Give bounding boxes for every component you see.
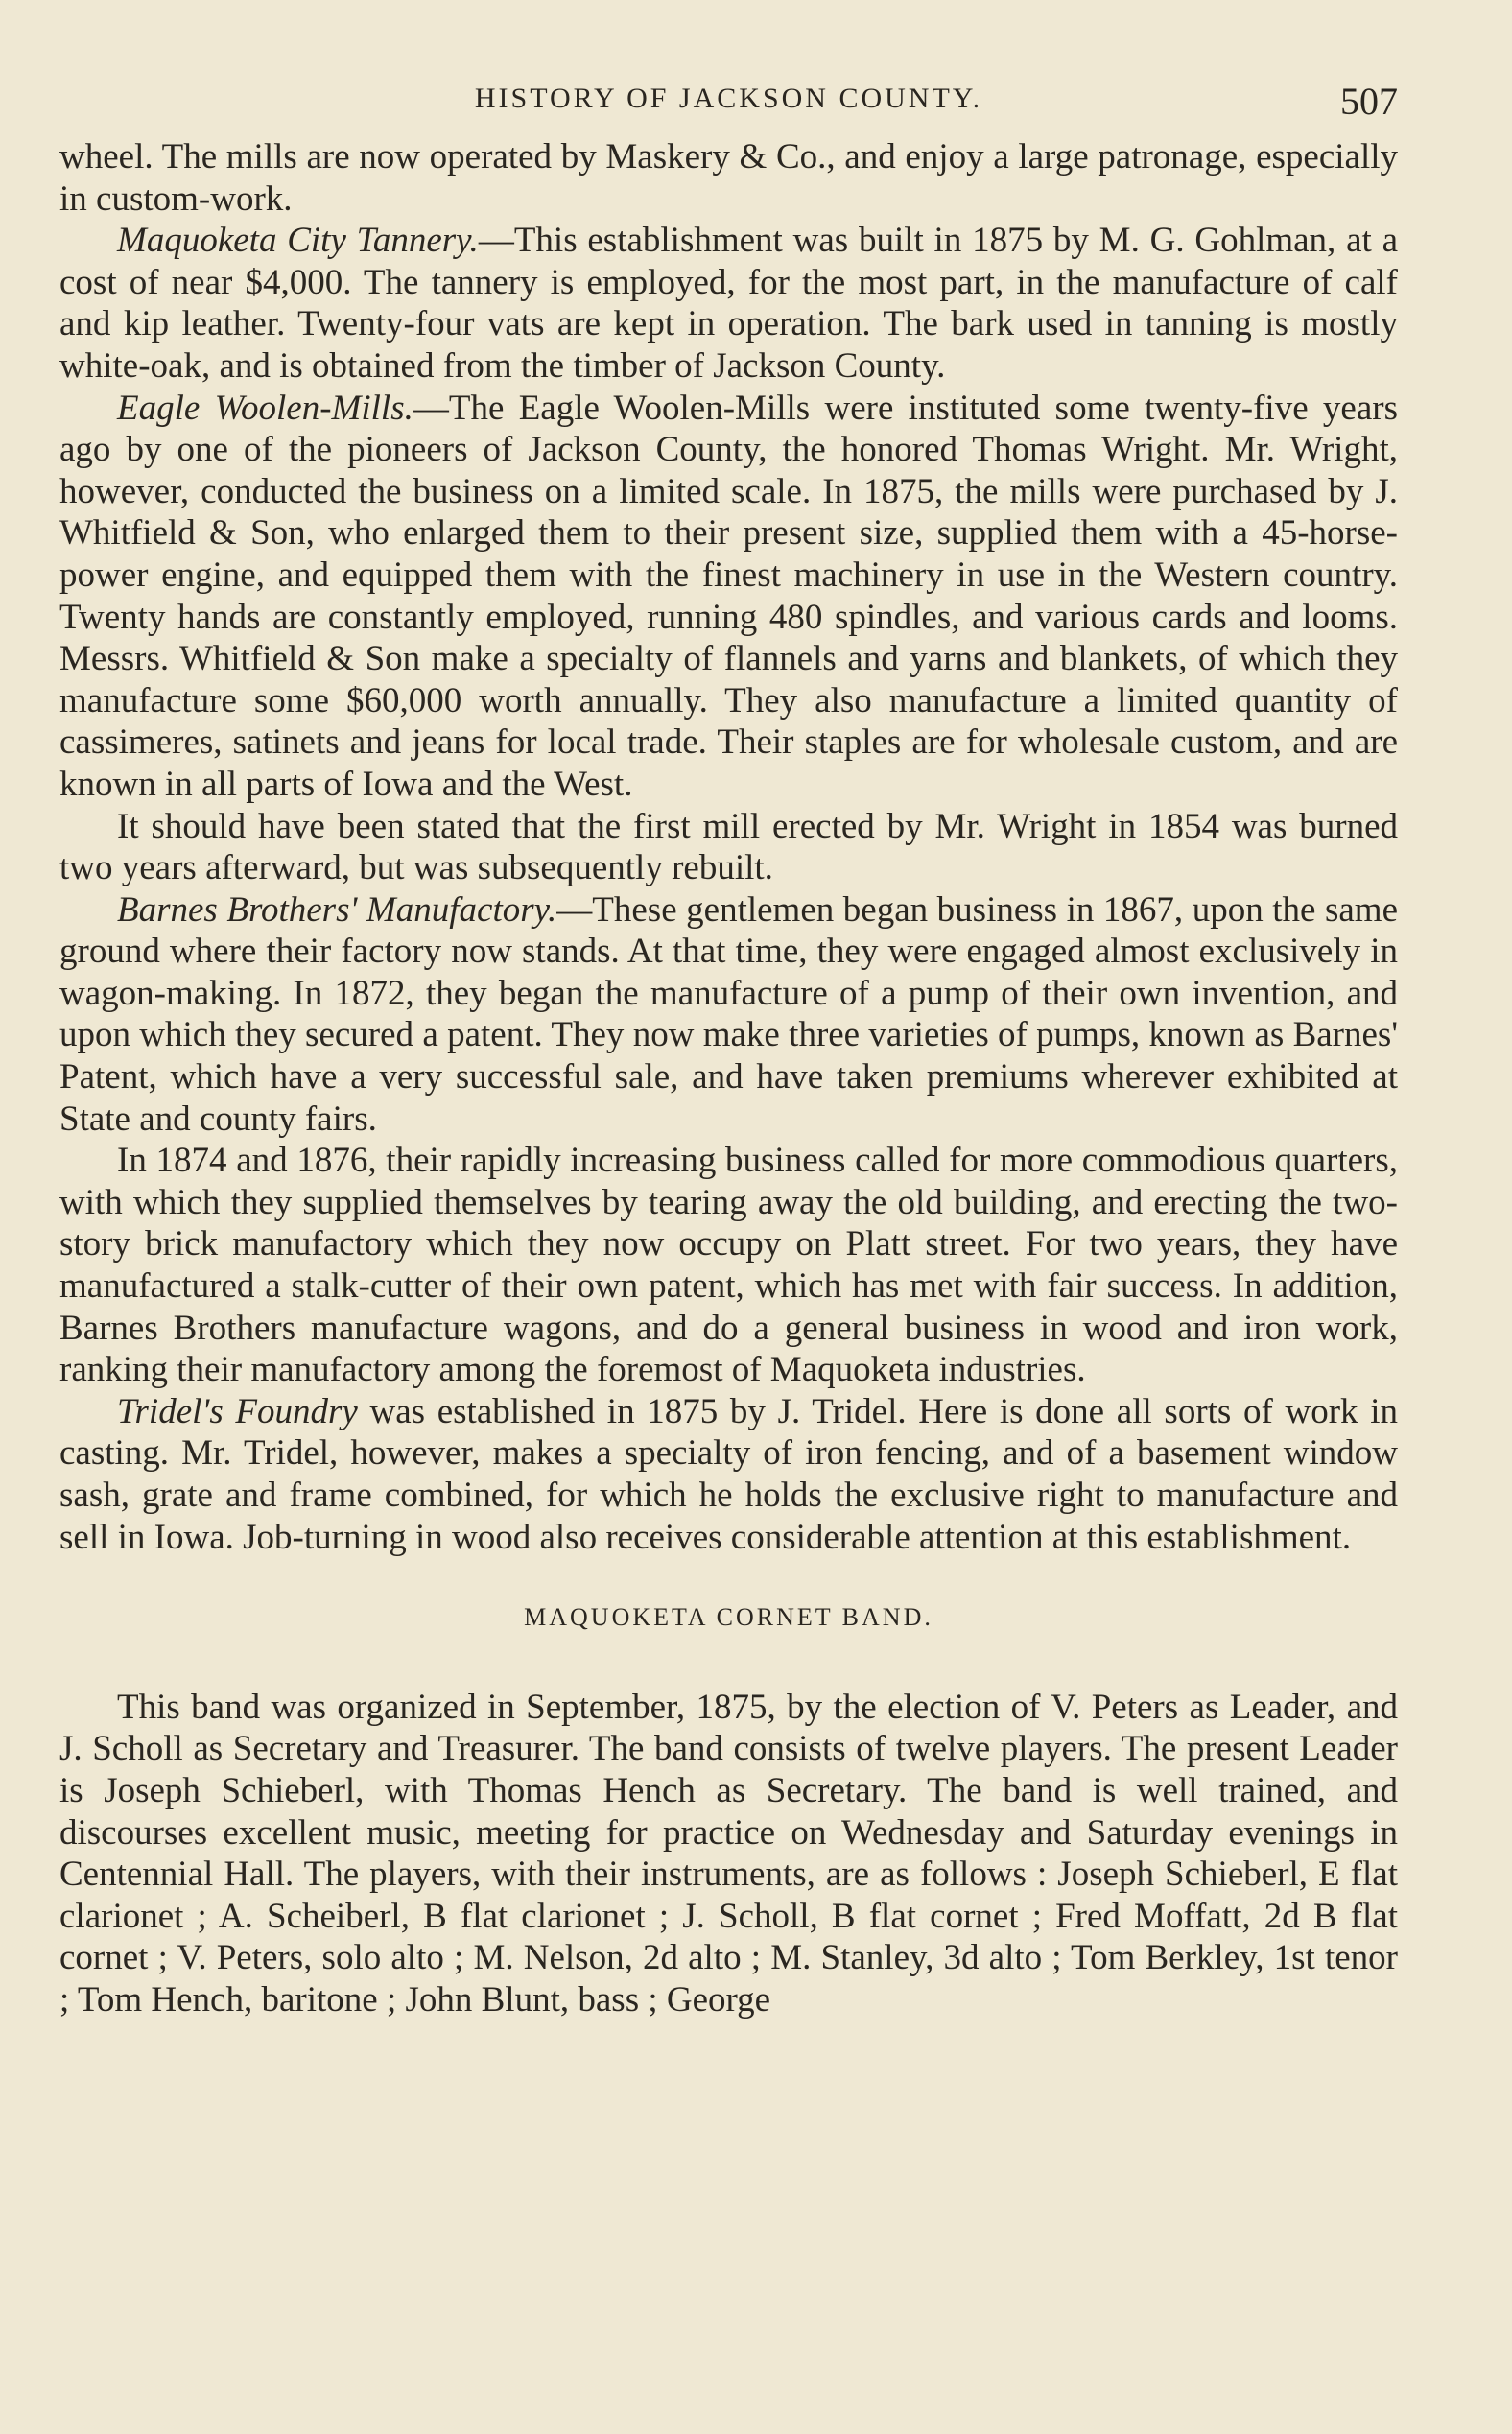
paragraph-first-mill: [59, 806, 1398, 889]
paragraph-text: It should have been stated that the first mill erected by Mr. Wright in 1854 was burned two years afterward, but was subsequently rebuilt.: [59, 806, 1398, 888]
paragraph-text: In 1874 and 1876, their rapidly increasing business called for more commodious quarters, with which they supplied themselves by tearing away the old building, and erecting the two-story brick manufactory which they now occupy on Platt street. For two years, they have manufactured a stalk-cutter of their own patent, which has met with fair success. In addition, Barnes Brothers manufacture wagons, and do a general business in wood and iron work, ranking their manufactory among the foremost of Maquoketa industries.: [59, 1141, 1398, 1390]
paragraph-lead: Eagle Woolen-Mills.: [117, 388, 413, 428]
body-text: [59, 136, 1398, 2021]
paragraph-text: was established in 1875 by J. Tridel. Here is done all sorts of work in casting. Mr. Tridel, however, makes a specialty of iron fencing, and of a basement window sash, grate and frame combined, for which he holds the exclusive right to manufacture and sell in Iowa. Job-turning in wood also receives considerable attention at this establishment.: [59, 1391, 1398, 1557]
paragraph-lead: Maquoketa City Tannery.: [117, 221, 479, 261]
paragraph-cornet-band: [59, 1687, 1398, 2021]
paragraph-tridel-foundry: [59, 1391, 1398, 1558]
paragraph-text: —These gentlemen began business in 1867, upon the same ground where their factory now stands. At that time, they were engaged almost exclusively in wagon-making. In 1872, they began the manufacture of a pump of their own invention, and upon which they secured a patent. They now make three varieties of pumps, known as Barnes' Patent, which have a very successful sale, and have taken premiums wherever exhibited at State and county fairs.: [59, 889, 1398, 1139]
paragraph-lead: Barnes Brothers' Manufactory.: [117, 889, 557, 930]
page-header: [59, 80, 1398, 136]
paragraph-barnes-expansion: [59, 1140, 1398, 1391]
paragraph-woolen-mills: [59, 388, 1398, 806]
page-number: 507: [1340, 80, 1398, 123]
paragraph-text: wheel. The mills are now operated by Maskery & Co., and enjoy a large patronage, especially in custom-work.: [59, 137, 1398, 219]
paragraph-text: —This establishment was built in 1875 by M. G. Gohlman, at a cost of near $4,000. The tannery is employed, for the most part, in the manufacture of calf and kip leather. Twenty-four vats are kept in operation. The bark used in tanning is mostly white-oak, and is obtained from the timber of Jackson County.: [59, 221, 1398, 386]
paragraph-mills-continued: [59, 136, 1398, 220]
paragraph-text: This band was organized in September, 1875, by the election of V. Peters as Leader, and J. Scholl as Secretary and Treasurer. The band consists of twelve players. The present Leader is Joseph Schieberl, with Thomas Hench as Secretary. The band is well trained, and discourses excellent music, meeting for practice on Wednesday and Saturday evenings in Centennial Hall. The players, with their instruments, are as follows : Joseph Schieberl, E flat clarionet ; A. Scheiberl, B flat clarionet ; J. Scholl, B flat cornet ; Fred Moffatt, 2d B flat cornet ; V. Peters, solo alto ; M. Nelson, 2d alto ; M. Stanley, 3d alto ; Tom Berkley, 1st tenor ; Tom Hench, baritone ; John Blunt, bass ; George: [59, 1687, 1398, 2020]
section-heading: MAQUOKETA CORNET BAND.: [524, 1603, 933, 1632]
page: [59, 80, 1399, 2021]
running-title: HISTORY OF JACKSON COUNTY.: [474, 83, 983, 114]
paragraph-barnes-brothers: [59, 889, 1398, 1141]
paragraph-lead: Tridel's Foundry: [117, 1391, 358, 1431]
paragraph-tannery: [59, 220, 1398, 387]
paragraph-text: —The Eagle Woolen-Mills were instituted some twenty-five years ago by one of the pioneers of Jackson County, the honored Thomas Wright. Mr. Wright, however, conducted the business on a limited scale. In 1875, the mills were purchased by J. Whitfield & Son, who enlarged them to their present size, supplied them with a 45-horse-power engine, and equipped them with the finest machinery in use in the Western country. Twenty hands are constantly employed, running 480 spindles, and various cards and looms. Messrs. Whitfield & Son make a specialty of flannels and yarns and blankets, of which they manufacture some $60,000 worth annually. They also manufacture a limited quantity of cassimeres, satinets and jeans for local trade. Their staples are for wholesale custom, and are known in all parts of Iowa and the West.: [59, 388, 1399, 804]
